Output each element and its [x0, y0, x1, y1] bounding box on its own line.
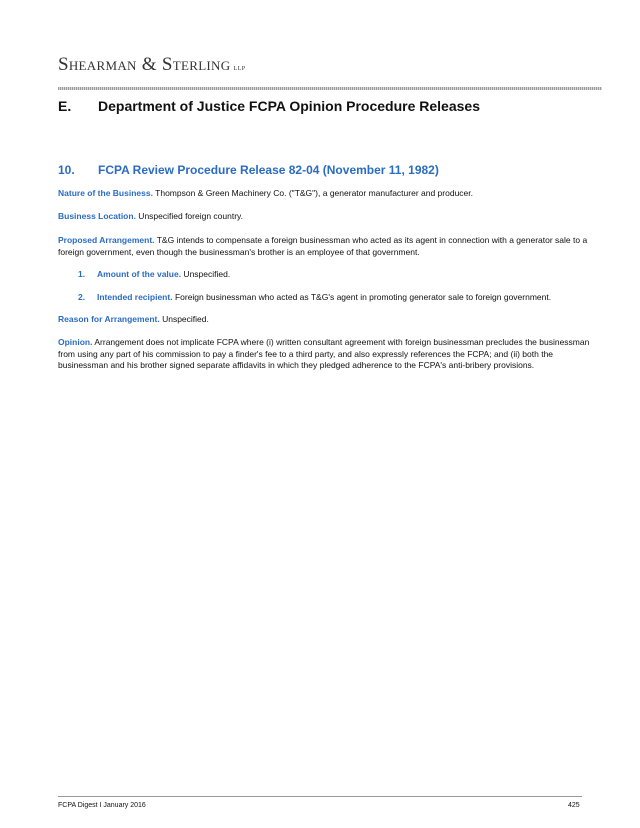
reason-paragraph: [58, 314, 593, 326]
section-title: Department of Justice FCPA Opinion Procedure Releases: [98, 98, 480, 114]
firm-logo: [58, 54, 246, 76]
list-item: [78, 269, 593, 281]
item-number: 1.: [78, 269, 86, 279]
page-number: 425: [568, 802, 580, 809]
location-text: Unspecified foreign country.: [135, 211, 244, 221]
location-paragraph: [58, 211, 593, 223]
release-heading: [58, 163, 439, 177]
section-heading: [58, 98, 480, 114]
arrangement-text: T&G intends to compensate a foreign businessman who acted as its agent in connection with a generator sale to a foreign government, even though the businessman's brother is an employee of that government.: [58, 235, 588, 257]
opinion-label: Opinion.: [58, 337, 93, 347]
list-item: [78, 292, 593, 304]
item-label: Intended recipient.: [97, 292, 173, 302]
nature-text: Thompson & Green Machinery Co. ("T&G"), a generator manufacturer and producer.: [152, 188, 473, 198]
arrangement-paragraph: [58, 235, 593, 258]
header-rule: [58, 87, 602, 90]
item-label: Amount of the value.: [97, 269, 182, 279]
item-number: 2.: [78, 292, 86, 302]
item-text: Foreign businessman who acted as T&G's agent in promoting generator sale to foreign government.: [172, 292, 552, 302]
opinion-text: Arrangement does not implicate FCPA where (i) written consultant agreement with foreign businessman precludes the businessman from using any part of his commission to pay a finder's fee to a third party, and also expressly references the FCPA; and (ii) both the businessman and his brother signed separate affidavits in which they pledged adherence to the FCPA's anti-bribery provisions.: [58, 337, 590, 370]
reason-label: Reason for Arrangement.: [58, 314, 160, 324]
footer-rule: [58, 796, 582, 797]
section-number: E.: [58, 98, 72, 114]
arrangement-label: Proposed Arrangement.: [58, 235, 155, 245]
release-number: 10.: [58, 163, 75, 177]
nature-label: Nature of the Business.: [58, 188, 153, 198]
reason-text: Unspecified.: [159, 314, 209, 324]
firm-suffix: LLP: [233, 66, 246, 72]
nature-paragraph: [58, 188, 593, 200]
firm-name: Shearman & Sterling: [58, 54, 231, 75]
opinion-paragraph: [58, 337, 593, 372]
release-title: FCPA Review Procedure Release 82-04 (November 11, 1982): [98, 163, 439, 177]
location-label: Business Location.: [58, 211, 136, 221]
footer-publication: FCPA Digest I January 2016: [58, 802, 146, 809]
item-text: Unspecified.: [181, 269, 231, 279]
